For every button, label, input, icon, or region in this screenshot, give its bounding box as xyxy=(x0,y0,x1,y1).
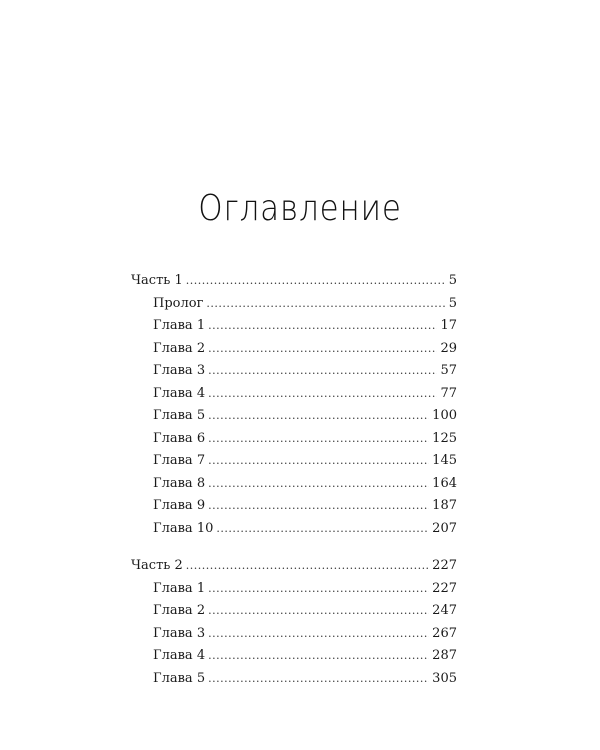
toc-entry-page: 29 xyxy=(440,340,457,356)
toc-entry-page: 5 xyxy=(448,273,457,288)
toc-entry-chapter[interactable] xyxy=(131,473,457,496)
toc-entry-label: Пролог xyxy=(153,295,204,311)
table-of-contents xyxy=(131,270,457,690)
dot-leader xyxy=(186,270,446,293)
toc-entry-label: Глава 7 xyxy=(153,453,206,468)
toc-part-1 xyxy=(131,270,457,540)
dot-leader xyxy=(208,428,429,451)
toc-entry-page: 207 xyxy=(432,520,457,536)
dot-leader xyxy=(208,495,429,518)
dot-leader xyxy=(208,473,429,496)
toc-entry-chapter[interactable] xyxy=(131,578,457,601)
toc-entry-label: Глава 8 xyxy=(153,475,206,491)
dot-leader xyxy=(208,360,437,383)
toc-entry-label: Глава 9 xyxy=(153,498,206,513)
dot-leader xyxy=(208,600,429,623)
toc-entry-chapter[interactable] xyxy=(131,645,457,668)
toc-entry-label: Глава 4 xyxy=(153,385,206,401)
toc-entry-label: Глава 4 xyxy=(153,648,206,663)
dot-leader xyxy=(186,555,429,578)
toc-entry-page: 287 xyxy=(432,648,457,663)
dot-leader xyxy=(208,668,429,691)
toc-entry-chapter[interactable] xyxy=(131,315,457,338)
dot-leader xyxy=(208,315,437,338)
toc-entry-part[interactable] xyxy=(131,555,457,578)
toc-entry-label: Глава 3 xyxy=(153,625,206,641)
toc-entry-label: Глава 2 xyxy=(153,340,206,356)
toc-entry-page: 145 xyxy=(432,453,457,468)
toc-entry-page: 187 xyxy=(432,498,457,513)
toc-entry-label: Глава 3 xyxy=(153,363,206,378)
dot-leader xyxy=(208,338,437,361)
dot-leader xyxy=(206,293,445,316)
toc-entry-label: Глава 5 xyxy=(153,408,206,423)
toc-entry-label: Глава 5 xyxy=(153,670,206,686)
toc-entry-page: 227 xyxy=(432,558,457,573)
dot-leader xyxy=(208,450,429,473)
toc-entry-label: Часть 2 xyxy=(131,558,183,573)
toc-entry-label: Глава 10 xyxy=(153,520,214,536)
dot-leader xyxy=(208,578,429,601)
toc-part-2 xyxy=(131,555,457,690)
toc-entry-chapter[interactable] xyxy=(131,428,457,451)
toc-entry-chapter[interactable] xyxy=(131,518,457,541)
toc-entry-page: 100 xyxy=(432,408,457,423)
toc-entry-label: Глава 1 xyxy=(153,580,206,596)
toc-entry-chapter[interactable] xyxy=(131,293,457,316)
toc-entry-chapter[interactable] xyxy=(131,623,457,646)
dot-leader xyxy=(208,383,437,406)
dot-leader xyxy=(208,645,429,668)
toc-entry-label: Глава 1 xyxy=(153,318,206,333)
toc-entry-label: Глава 2 xyxy=(153,603,206,618)
toc-entry-chapter[interactable] xyxy=(131,338,457,361)
toc-entry-chapter[interactable] xyxy=(131,450,457,473)
dot-leader xyxy=(208,405,429,428)
toc-entry-page: 164 xyxy=(432,475,457,491)
page-title: Оглавление xyxy=(198,188,402,229)
toc-entry-page: 17 xyxy=(440,318,457,333)
toc-entry-page: 125 xyxy=(432,430,457,446)
dot-leader xyxy=(208,623,429,646)
dot-leader xyxy=(216,518,429,541)
toc-entry-chapter[interactable] xyxy=(131,668,457,691)
toc-entry-chapter[interactable] xyxy=(131,405,457,428)
toc-entry-page: 267 xyxy=(432,625,457,641)
toc-entry-page: 57 xyxy=(440,363,457,378)
toc-entry-page: 247 xyxy=(432,603,457,618)
toc-entry-page: 5 xyxy=(448,295,457,311)
toc-entry-chapter[interactable] xyxy=(131,600,457,623)
toc-entry-label: Глава 6 xyxy=(153,430,206,446)
toc-entry-page: 305 xyxy=(432,670,457,686)
toc-entry-label: Часть 1 xyxy=(131,273,183,288)
toc-entry-part[interactable] xyxy=(131,270,457,293)
toc-entry-chapter[interactable] xyxy=(131,360,457,383)
toc-entry-chapter[interactable] xyxy=(131,383,457,406)
toc-entry-page: 227 xyxy=(432,580,457,596)
toc-entry-page: 77 xyxy=(440,385,457,401)
toc-entry-chapter[interactable] xyxy=(131,495,457,518)
